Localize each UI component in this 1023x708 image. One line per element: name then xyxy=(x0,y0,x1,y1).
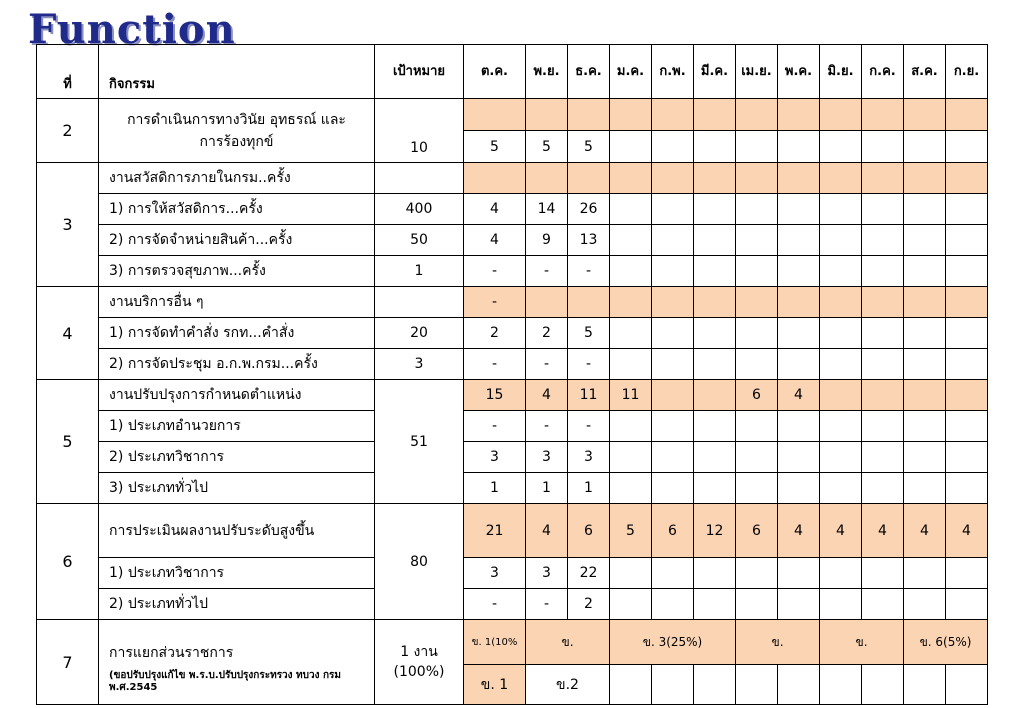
month-cell: 6 xyxy=(736,504,778,558)
header-month: เม.ย. xyxy=(736,45,778,99)
activity-item: 1) การจัดทำคำสั่ง รกท...คำสั่ง xyxy=(99,318,375,349)
month-cell xyxy=(778,318,820,349)
month-cell: 4 xyxy=(904,504,946,558)
month-cell xyxy=(736,665,778,705)
month-cell xyxy=(820,163,862,194)
month-cell xyxy=(946,194,988,225)
header-month: ก.ค. xyxy=(862,45,904,99)
target-value xyxy=(375,287,464,318)
month-cell xyxy=(736,99,778,131)
month-cell xyxy=(610,131,652,163)
month-cell xyxy=(820,589,862,620)
month-cell xyxy=(610,473,652,504)
month-cell xyxy=(862,163,904,194)
month-cell xyxy=(946,225,988,256)
month-cell xyxy=(778,225,820,256)
month-cell: 1 xyxy=(526,473,568,504)
header-month: พ.ค. xyxy=(778,45,820,99)
month-cell xyxy=(946,411,988,442)
month-cell: 3 xyxy=(526,558,568,589)
month-cell xyxy=(904,411,946,442)
month-cell xyxy=(736,589,778,620)
month-cell xyxy=(862,558,904,589)
row-number: 7 xyxy=(37,620,99,705)
month-cell xyxy=(946,589,988,620)
month-cell xyxy=(904,194,946,225)
month-cell: 3 xyxy=(526,442,568,473)
month-cell xyxy=(904,287,946,318)
month-cell: - xyxy=(464,287,526,318)
month-cell xyxy=(820,256,862,287)
activity-item: 2) การจัดจำหน่ายสินค้า...ครั้ง xyxy=(99,225,375,256)
month-cell xyxy=(736,411,778,442)
month-cell xyxy=(904,131,946,163)
activity-title: งานสวัสดิการภายในกรม..ครั้ง xyxy=(99,163,375,194)
month-cell xyxy=(820,131,862,163)
month-cell xyxy=(610,442,652,473)
month-cell xyxy=(820,558,862,589)
activity-title: การดำเนินการทางวินัย อุทธรณ์ และการร้องทุกข์ xyxy=(99,99,375,163)
month-cell xyxy=(652,163,694,194)
month-cell xyxy=(778,665,820,705)
month-cell xyxy=(736,558,778,589)
month-cell xyxy=(526,99,568,131)
table-row xyxy=(37,473,988,504)
month-cell: 4 xyxy=(820,504,862,558)
month-cell: 6 xyxy=(568,504,610,558)
activity-item: 3) ประเภททั่วไป xyxy=(99,473,375,504)
month-cell xyxy=(820,225,862,256)
month-cell xyxy=(862,131,904,163)
month-cell: 3 xyxy=(464,442,526,473)
month-cell xyxy=(652,380,694,411)
month-cell xyxy=(904,99,946,131)
activity-item: 1) ประเภทอำนวยการ xyxy=(99,411,375,442)
month-cell xyxy=(904,256,946,287)
target-value xyxy=(375,163,464,194)
month-cell: 13 xyxy=(568,225,610,256)
month-cell: 2 xyxy=(526,318,568,349)
month-cell xyxy=(778,194,820,225)
target-value: 10 xyxy=(375,99,464,163)
month-cell xyxy=(652,665,694,705)
month-cell xyxy=(778,473,820,504)
month-cell xyxy=(820,380,862,411)
milestone-cell: ข.2 xyxy=(526,665,610,705)
milestone-cell: ข. 3(25%) xyxy=(610,620,736,665)
header-month: ธ.ค. xyxy=(568,45,610,99)
month-cell: 3 xyxy=(464,558,526,589)
month-cell xyxy=(904,318,946,349)
month-cell: 3 xyxy=(568,442,610,473)
month-cell xyxy=(610,99,652,131)
month-cell xyxy=(946,131,988,163)
table-row xyxy=(37,194,988,225)
month-cell xyxy=(946,287,988,318)
month-cell xyxy=(862,287,904,318)
activity-item: 1) การให้สวัสดิการ...ครั้ง xyxy=(99,194,375,225)
month-cell xyxy=(946,349,988,380)
month-cell xyxy=(526,163,568,194)
activity-item: 2) ประเภทวิชาการ xyxy=(99,442,375,473)
month-cell: 11 xyxy=(568,380,610,411)
month-cell xyxy=(694,194,736,225)
header-month: มี.ค. xyxy=(694,45,736,99)
month-cell xyxy=(694,131,736,163)
month-cell xyxy=(778,349,820,380)
month-cell xyxy=(862,665,904,705)
month-cell xyxy=(862,411,904,442)
month-cell: 4 xyxy=(464,194,526,225)
month-cell xyxy=(862,318,904,349)
header-month: ต.ค. xyxy=(464,45,526,99)
header-no: ที่ xyxy=(37,45,99,99)
month-cell xyxy=(610,163,652,194)
table-row xyxy=(37,287,988,318)
table-row xyxy=(37,256,988,287)
activity-item: 3) การตรวจสุขภาพ...ครั้ง xyxy=(99,256,375,287)
header-month: ก.พ. xyxy=(652,45,694,99)
month-cell: 5 xyxy=(568,318,610,349)
month-cell xyxy=(652,411,694,442)
month-cell xyxy=(736,194,778,225)
month-cell xyxy=(736,318,778,349)
month-cell xyxy=(652,318,694,349)
month-cell xyxy=(862,225,904,256)
month-cell: - xyxy=(464,349,526,380)
month-cell xyxy=(862,99,904,131)
month-cell: 4 xyxy=(778,380,820,411)
header-month: ม.ค. xyxy=(610,45,652,99)
header-target: เป้าหมาย xyxy=(375,45,464,99)
month-cell xyxy=(946,380,988,411)
month-cell: - xyxy=(464,411,526,442)
milestone-cell: ข. xyxy=(736,620,820,665)
month-cell xyxy=(694,380,736,411)
month-cell xyxy=(694,225,736,256)
month-cell: 11 xyxy=(610,380,652,411)
month-cell: 4 xyxy=(946,504,988,558)
milestone-cell: ข. 1 xyxy=(464,665,526,705)
month-cell xyxy=(778,131,820,163)
month-cell xyxy=(694,665,736,705)
month-cell: 21 xyxy=(464,504,526,558)
month-cell xyxy=(652,194,694,225)
month-cell: 14 xyxy=(526,194,568,225)
month-cell: 5 xyxy=(526,131,568,163)
month-cell: 22 xyxy=(568,558,610,589)
month-cell: 1 xyxy=(568,473,610,504)
month-cell xyxy=(820,99,862,131)
target-value: 1 งาน (100%) xyxy=(375,620,464,705)
month-cell xyxy=(904,589,946,620)
month-cell: 15 xyxy=(464,380,526,411)
month-cell: 4 xyxy=(778,504,820,558)
month-cell xyxy=(946,558,988,589)
row-number: 3 xyxy=(37,163,99,287)
activity-item: 1) ประเภทวิชาการ xyxy=(99,558,375,589)
activity-note: (ขอปรับปรุงแก้ไข พ.ร.บ.ปรับปรุงกระทรวง ทบวง กรม พ.ศ.2545 xyxy=(109,670,341,693)
month-cell xyxy=(610,589,652,620)
month-cell: - xyxy=(568,256,610,287)
month-cell xyxy=(946,256,988,287)
month-cell xyxy=(694,163,736,194)
month-cell xyxy=(610,287,652,318)
month-cell: - xyxy=(568,349,610,380)
table-row xyxy=(37,558,988,589)
month-cell xyxy=(736,349,778,380)
milestone-cell: ข. xyxy=(526,620,610,665)
month-cell: - xyxy=(464,256,526,287)
table-row xyxy=(37,349,988,380)
month-cell: 4 xyxy=(526,504,568,558)
month-cell xyxy=(652,287,694,318)
month-cell: - xyxy=(526,411,568,442)
month-cell xyxy=(904,558,946,589)
month-cell xyxy=(820,287,862,318)
month-cell xyxy=(652,473,694,504)
month-cell: 5 xyxy=(568,131,610,163)
month-cell xyxy=(694,99,736,131)
month-cell xyxy=(736,163,778,194)
month-cell xyxy=(610,256,652,287)
month-cell xyxy=(736,131,778,163)
month-cell xyxy=(820,318,862,349)
milestone-cell: ข. 1(10% xyxy=(464,620,526,665)
month-cell xyxy=(464,99,526,131)
month-cell xyxy=(904,225,946,256)
month-cell xyxy=(820,473,862,504)
month-cell xyxy=(568,99,610,131)
month-cell xyxy=(820,665,862,705)
month-cell: - xyxy=(526,589,568,620)
month-cell xyxy=(652,442,694,473)
month-cell: - xyxy=(568,411,610,442)
month-cell xyxy=(778,589,820,620)
month-cell xyxy=(610,349,652,380)
month-cell xyxy=(946,442,988,473)
month-cell xyxy=(694,349,736,380)
header-month: มิ.ย. xyxy=(820,45,862,99)
target-value: 400 xyxy=(375,194,464,225)
activity-title: งานปรับปรุงการกำหนดตำแหน่ง xyxy=(99,380,375,411)
row-number: 5 xyxy=(37,380,99,504)
month-cell xyxy=(526,287,568,318)
month-cell xyxy=(652,558,694,589)
month-cell xyxy=(652,589,694,620)
month-cell xyxy=(736,287,778,318)
activity-item: 2) การจัดประชุม อ.ก.พ.กรม...ครั้ง xyxy=(99,349,375,380)
month-cell xyxy=(736,256,778,287)
month-cell xyxy=(946,665,988,705)
month-cell: - xyxy=(526,349,568,380)
month-cell xyxy=(694,473,736,504)
month-cell xyxy=(464,163,526,194)
month-cell xyxy=(694,589,736,620)
month-cell: 4 xyxy=(526,380,568,411)
month-cell xyxy=(778,558,820,589)
month-cell xyxy=(820,194,862,225)
month-cell xyxy=(778,442,820,473)
activity-title: งานบริการอื่น ๆ xyxy=(99,287,375,318)
month-cell xyxy=(904,380,946,411)
table-row xyxy=(37,442,988,473)
month-cell xyxy=(652,99,694,131)
month-cell xyxy=(610,194,652,225)
month-cell xyxy=(904,473,946,504)
month-cell xyxy=(694,318,736,349)
month-cell xyxy=(568,287,610,318)
month-cell xyxy=(904,349,946,380)
header-month: พ.ย. xyxy=(526,45,568,99)
target-value: 51 xyxy=(375,380,464,504)
page-title: Function xyxy=(28,6,236,53)
table-row xyxy=(37,589,988,620)
month-cell xyxy=(778,411,820,442)
month-cell xyxy=(610,225,652,256)
month-cell xyxy=(778,163,820,194)
month-cell: 2 xyxy=(568,589,610,620)
month-cell xyxy=(862,349,904,380)
row-number: 4 xyxy=(37,287,99,380)
month-cell xyxy=(946,99,988,131)
month-cell xyxy=(862,442,904,473)
month-cell: 9 xyxy=(526,225,568,256)
table-row xyxy=(37,380,988,411)
target-value: 80 xyxy=(375,504,464,620)
month-cell xyxy=(946,163,988,194)
month-cell xyxy=(778,99,820,131)
header-row xyxy=(37,45,988,99)
row-number: 2 xyxy=(37,99,99,163)
activity-item: 2) ประเภททั่วไป xyxy=(99,589,375,620)
activity-title: การประเมินผลงานปรับระดับสูงขึ้น xyxy=(99,504,375,558)
month-cell xyxy=(862,589,904,620)
table-row xyxy=(37,163,988,194)
table-row xyxy=(37,99,988,131)
month-cell xyxy=(610,318,652,349)
target-value: 1 xyxy=(375,256,464,287)
target-value: 50 xyxy=(375,225,464,256)
table-row xyxy=(37,504,988,558)
month-cell xyxy=(652,256,694,287)
month-cell xyxy=(820,442,862,473)
month-cell xyxy=(904,442,946,473)
month-cell: 4 xyxy=(862,504,904,558)
table-row xyxy=(37,225,988,256)
month-cell xyxy=(652,349,694,380)
month-cell xyxy=(610,558,652,589)
month-cell: 5 xyxy=(610,504,652,558)
month-cell xyxy=(694,558,736,589)
milestone-cell: ข. 6(5%) xyxy=(904,620,988,665)
month-cell xyxy=(652,131,694,163)
month-cell xyxy=(694,411,736,442)
month-cell xyxy=(736,442,778,473)
month-cell: 6 xyxy=(736,380,778,411)
activity-title xyxy=(99,620,375,705)
row-number: 6 xyxy=(37,504,99,620)
month-cell: 26 xyxy=(568,194,610,225)
month-cell xyxy=(610,411,652,442)
month-cell xyxy=(904,163,946,194)
month-cell xyxy=(694,256,736,287)
milestone-cell: ข. xyxy=(820,620,904,665)
month-cell xyxy=(778,287,820,318)
month-cell xyxy=(778,256,820,287)
header-month: ก.ย. xyxy=(946,45,988,99)
month-cell: 4 xyxy=(464,225,526,256)
month-cell xyxy=(694,287,736,318)
month-cell xyxy=(862,194,904,225)
month-cell: 1 xyxy=(464,473,526,504)
month-cell: 12 xyxy=(694,504,736,558)
table-row xyxy=(37,411,988,442)
month-cell xyxy=(946,473,988,504)
month-cell xyxy=(652,225,694,256)
month-cell: - xyxy=(526,256,568,287)
target-value: 20 xyxy=(375,318,464,349)
table-row xyxy=(37,318,988,349)
header-activity: กิจกรรม xyxy=(99,45,375,99)
month-cell: 6 xyxy=(652,504,694,558)
month-cell xyxy=(568,163,610,194)
target-value: 3 xyxy=(375,349,464,380)
month-cell xyxy=(736,225,778,256)
month-cell xyxy=(694,442,736,473)
month-cell xyxy=(862,256,904,287)
month-cell xyxy=(610,665,652,705)
month-cell xyxy=(862,473,904,504)
activity-plan-table xyxy=(36,44,988,705)
activity-name: การแยกส่วนราชการ xyxy=(109,645,234,661)
month-cell xyxy=(862,380,904,411)
month-cell xyxy=(820,411,862,442)
header-month: ส.ค. xyxy=(904,45,946,99)
month-cell: 5 xyxy=(464,131,526,163)
month-cell: - xyxy=(464,589,526,620)
month-cell xyxy=(904,665,946,705)
month-cell xyxy=(736,473,778,504)
month-cell: 2 xyxy=(464,318,526,349)
month-cell xyxy=(946,318,988,349)
table-row xyxy=(37,620,988,665)
month-cell xyxy=(820,349,862,380)
